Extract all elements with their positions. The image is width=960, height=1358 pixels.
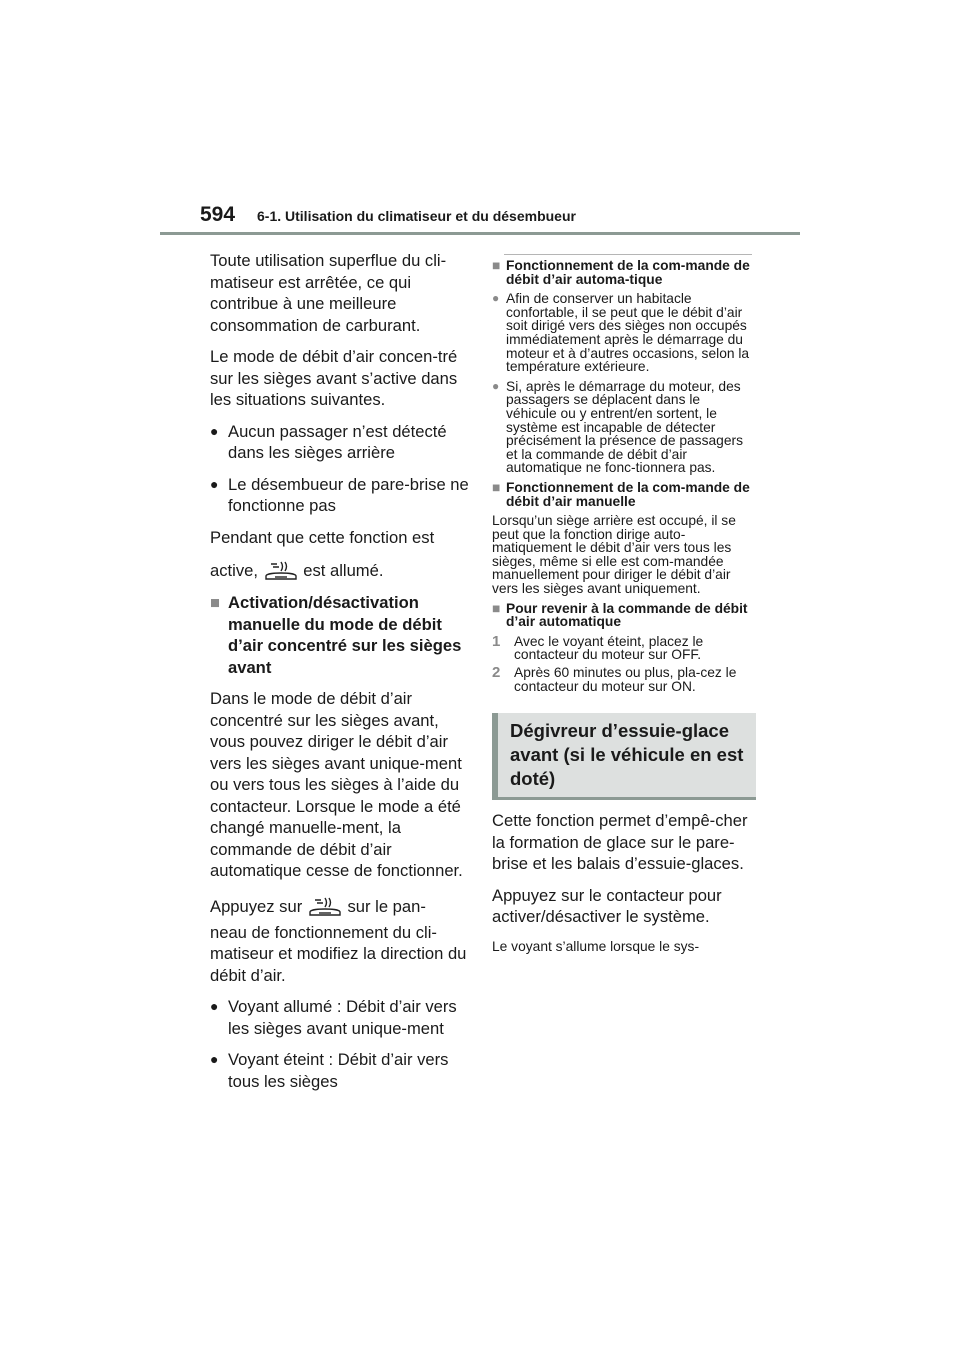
step-number: 2 [492, 664, 501, 682]
text-span: Pendant que cette fonction est [210, 527, 435, 547]
paragraph: Toute utilisation superflue du cli-matiseur est arrêtée, ce qui contribue à une meilleure consommation de carburant. [210, 251, 447, 335]
section-title: Dégivreur d’essuie-glace avant (si le véhicule en est doté) [492, 713, 756, 800]
bullet-item: ● Aucun passager n’est détecté dans les sièges arrière [210, 421, 472, 464]
bullet-item: ● Voyant éteint : Débit d’air vers tous les sièges [210, 1049, 472, 1092]
bullet-item: ● Voyant allumé : Débit d’air vers les sièges avant unique-ment [210, 996, 472, 1039]
left-column [210, 250, 472, 1102]
square-marker: ■ [492, 258, 501, 273]
paragraph: Le voyant s’allume lorsque le sys- [492, 938, 700, 954]
subsection-heading-text: Activation/désactivation manuelle du mode de débit d’air concentré sur les sièges avant [228, 593, 462, 677]
text-span: sur le pan- [347, 896, 426, 916]
page-number: 594 [200, 203, 236, 226]
bullet-item: ● Afin de conserver un habitacle confortable, il se peut que le débit d’air soit dirigé vers des sièges non occupés immédiatement après le démarrage du moteur et à d’autres occasions, selon la température extérieure. [492, 292, 752, 374]
note-heading [492, 481, 752, 508]
paragraph: Lorsqu’un siège arrière est occupé, il se peut que la fonction dirige auto-matiquement le débit d’air vers tous les sièges, même si elle est com-mandée manuellement pour diriger le débit d’air vers les sièges avant uniquement. [492, 513, 736, 597]
text-span: active, [210, 561, 258, 580]
step-item [492, 632, 752, 663]
header-rule [160, 232, 800, 235]
step-item [492, 666, 752, 693]
note-heading-text: Fonctionnement de la com-mande de débit d’air automa-tique [506, 258, 750, 287]
square-marker: ■ [492, 479, 501, 495]
bullet-item: ● Si, après le démarrage du moteur, des passagers se déplacent dans le véhicule ou y entrent/en sortent, le système est incapable de détecter précisément la présence de passagers et la commande de débit d’air automatique ne fonc-tionnera pas. [492, 380, 752, 475]
note-heading-text: Pour revenir à la commande de débit d’air automatique [506, 600, 748, 630]
divider [504, 254, 752, 255]
text-span [210, 560, 383, 582]
paragraph: Cette fonction permet d’empê-cher la formation de glace sur le pare-brise et les balais d’essuie-glaces. [492, 811, 748, 874]
text-span: Appuyez sur [210, 896, 303, 916]
text-span: est allumé. [303, 561, 384, 580]
paragraph: Dans le mode de débit d’air concentré sur les sièges avant, vous pouvez diriger le débit d’air vers les sièges avant unique-ment ou vers tous les sièges à l’aide du contacteur. Lorsque le mode a été changé manuelle-ment, la commande de débit d’air automatique cesse de fonctionner. [210, 689, 463, 880]
right-column [492, 254, 752, 966]
note-heading [492, 602, 752, 629]
paragraph [210, 527, 472, 583]
note-block [492, 259, 752, 693]
paragraph: neau de fonctionnement du cli-matiseur et modifiez la direction du débit d’air. [210, 922, 467, 985]
step-text: Après 60 minutes ou plus, pla-cez le contacteur du moteur sur ON. [514, 665, 737, 694]
section-body [492, 810, 752, 956]
square-marker: ■ [210, 593, 221, 612]
front-seat-airflow-icon [307, 896, 343, 918]
subsection-heading [210, 592, 472, 678]
running-head: 6-1. Utilisation du climatiseur et du désembueur [257, 208, 576, 224]
front-seat-airflow-icon [263, 560, 299, 582]
paragraph: Le mode de débit d’air concen-tré sur les sièges avant s’active dans les situations suivantes. [210, 347, 458, 409]
paragraph [210, 896, 472, 918]
square-marker: ■ [492, 600, 501, 616]
note-heading [492, 259, 752, 286]
step-text: Avec le voyant éteint, placez le contacteur du moteur sur OFF. [514, 633, 704, 663]
step-number: 1 [492, 632, 501, 650]
note-heading-text: Fonctionnement de la com-mande de débit d’air manuelle [506, 479, 750, 509]
bullet-item: ● Le désembueur de pare-brise ne fonctionne pas [210, 474, 472, 517]
paragraph: Appuyez sur le contacteur pour activer/désactiver le système. [492, 885, 722, 927]
